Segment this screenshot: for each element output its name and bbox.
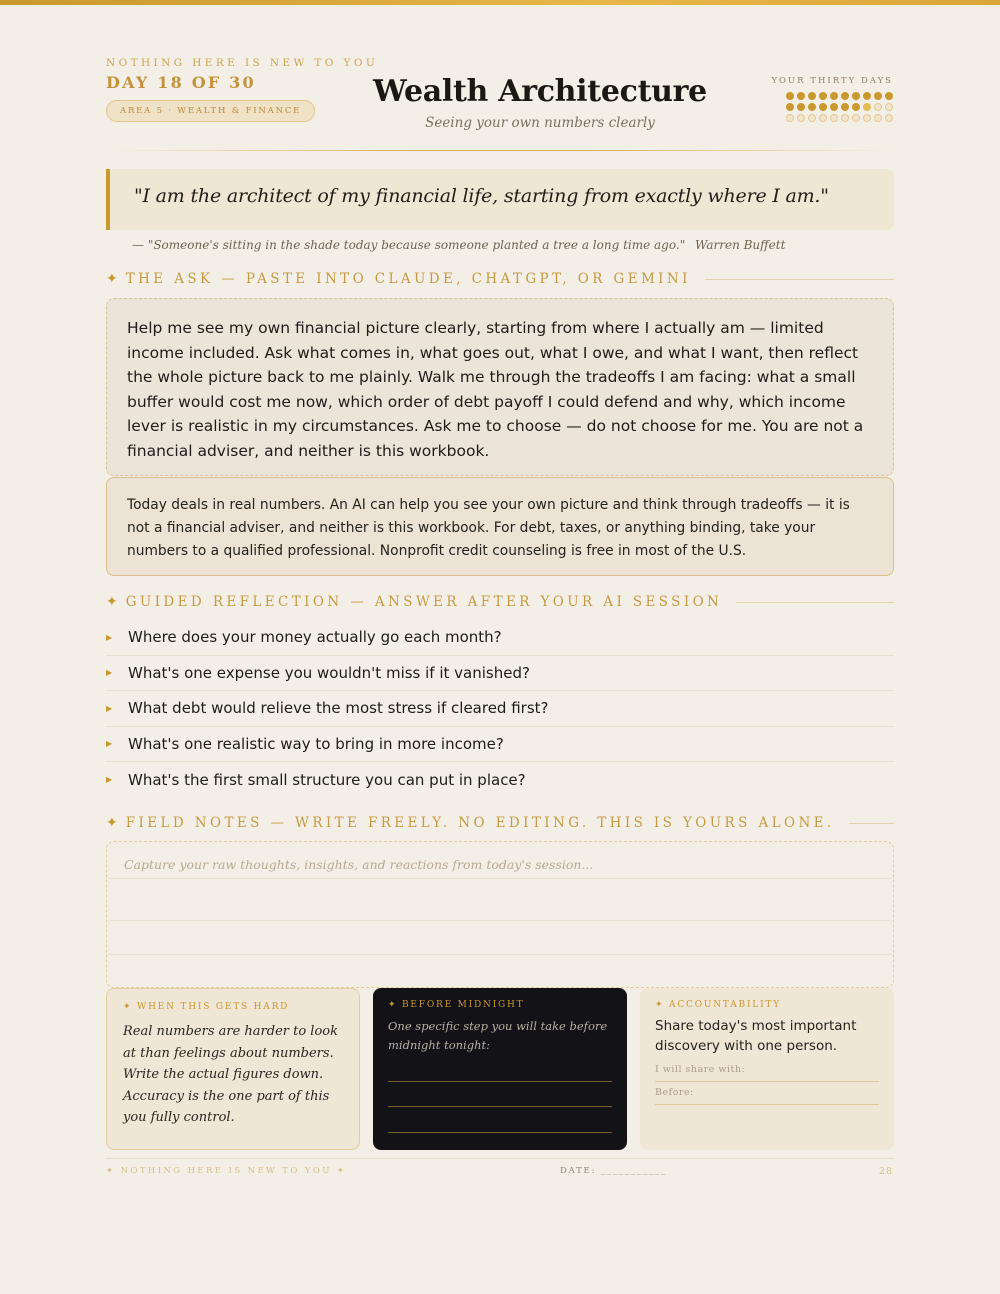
writing-line[interactable] [388, 1106, 612, 1107]
progress-dot [841, 92, 849, 100]
triangle-bullet-icon: ▶ [106, 739, 113, 749]
progress-label: YOUR THIRTY DAYS [771, 76, 893, 86]
header-divider [106, 150, 894, 151]
progress-dot [852, 114, 860, 122]
progress-dot [808, 92, 816, 100]
when-hard-body: Real numbers are harder to look at than feelings about numbers. Write the actual figures down. Accuracy is the one part of this you fully control. [123, 1024, 338, 1125]
writing-line[interactable] [388, 1081, 612, 1082]
share-with-label: I will share with: [655, 1064, 746, 1075]
field-notes-section-header [106, 813, 894, 833]
triangle-bullet-icon: ▶ [106, 775, 113, 785]
ask-prompt-text: Help me see my own financial picture clearly, starting from where I actually am — limited income included. Ask what comes in, what goes out, what I owe, and what I want, then reflect the whole picture back to me plainly. Walk me through the tradeoffs I am facing: what a small buffer would cost me now, which order of debt payoff I could defend and why, which income lever is realistic in my circumstances. Ask me to choose — do not choose for me. You are not a financial adviser, and neither is this workbook. [127, 319, 864, 460]
star-icon: ✦ [106, 815, 118, 831]
writing-line [108, 920, 892, 921]
progress-dot [852, 92, 860, 100]
progress-dot [874, 92, 882, 100]
footer-series: ✦ NOTHING HERE IS NEW TO YOU ✦ [106, 1166, 347, 1176]
question-text: What debt would relieve the most stress if cleared first? [128, 699, 549, 718]
disclaimer-text: Today deals in real numbers. An AI can help you see your own picture and think through tradeoffs — it is not a financial adviser, and neither is this workbook. For debt, taxes, or anything binding, take your numbers to a qualified professional. Nonprofit credit counseling is free in most of the U.S. [127, 497, 850, 559]
question-text: What's one realistic way to bring in more income? [128, 734, 504, 753]
progress-dot [885, 92, 893, 100]
ask-prompt-box[interactable] [106, 298, 894, 476]
reflection-section-header [106, 592, 894, 612]
progress-tracker [771, 76, 893, 122]
before-midnight-card [373, 988, 627, 1150]
progress-dot [885, 114, 893, 122]
field-notes-placeholder: Capture your raw thoughts, insights, and reactions from today's session... [124, 857, 594, 872]
progress-dot [786, 92, 794, 100]
day-counter: DAY 18 OF 30 [106, 73, 256, 92]
ask-section-header [106, 269, 894, 289]
footer-divider [106, 1158, 894, 1159]
progress-dot [863, 92, 871, 100]
page-title: Wealth Architecture [373, 74, 707, 109]
area-badge: AREA 5 · WEALTH & FINANCE [106, 100, 315, 122]
disclaimer-box [106, 477, 894, 576]
series-kicker: NOTHING HERE IS NEW TO YOU [106, 57, 379, 69]
question-text: Where does your money actually go each month? [128, 628, 502, 647]
progress-dot [808, 103, 816, 111]
list-item [106, 727, 894, 763]
star-icon: ✦ [123, 1002, 133, 1012]
progress-dot [852, 103, 860, 111]
triangle-bullet-icon: ▶ [106, 632, 113, 642]
affirmation-text: "I am the architect of my financial life, starting from exactly where I am." [134, 185, 829, 207]
triangle-bullet-icon: ▶ [106, 703, 113, 713]
list-item [106, 620, 894, 656]
progress-dot [863, 114, 871, 122]
accountability-body: Share today's most important discovery with one person. [655, 1018, 857, 1054]
progress-dot [797, 103, 805, 111]
question-text: What's the first small structure you can put in place? [128, 770, 526, 789]
list-item [106, 656, 894, 692]
writing-line [108, 954, 892, 955]
progress-dot [874, 114, 882, 122]
accountability-title: ACCOUNTABILITY [669, 1000, 781, 1010]
writing-line[interactable] [388, 1132, 612, 1133]
accountability-card [640, 988, 894, 1150]
page-subtitle: Seeing your own numbers clearly [425, 115, 655, 131]
top-accent-bar [0, 0, 1000, 5]
field-notes-heading: FIELD NOTES — WRITE FREELY. NO EDITING. THIS IS YOURS ALONE. [125, 815, 835, 831]
ask-heading: THE ASK — PASTE INTO CLAUDE, CHATGPT, OR GEMINI [125, 271, 691, 287]
progress-dot [863, 103, 871, 111]
progress-dot [841, 103, 849, 111]
before-field[interactable] [655, 1104, 879, 1105]
progress-dot [830, 103, 838, 111]
progress-dot [797, 92, 805, 100]
footer-date-field[interactable]: DATE: ___________ [560, 1166, 668, 1176]
reflection-list [106, 620, 894, 798]
progress-dot [874, 103, 882, 111]
list-item [106, 762, 894, 798]
progress-dot [830, 114, 838, 122]
progress-dots [771, 92, 893, 122]
quote-text: — "Someone's sitting in the shade today because someone planted a tree a long time ago." [132, 238, 686, 252]
progress-dot [808, 114, 816, 122]
triangle-bullet-icon: ▶ [106, 668, 113, 678]
when-hard-title: WHEN THIS GETS HARD [137, 1002, 290, 1012]
header-left [106, 57, 378, 122]
progress-dot [786, 103, 794, 111]
progress-dot [830, 92, 838, 100]
star-icon: ✦ [388, 1000, 398, 1010]
reflection-heading: GUIDED REFLECTION — ANSWER AFTER YOUR AI SESSION [125, 594, 723, 610]
share-with-field[interactable] [655, 1081, 879, 1082]
quote-line [132, 238, 785, 252]
section-rule [705, 279, 894, 280]
progress-dot [786, 114, 794, 122]
when-hard-card [106, 988, 360, 1150]
progress-dot [819, 114, 827, 122]
before-midnight-body: One specific step you will take before midnight tonight: [388, 1019, 608, 1052]
progress-dot [841, 114, 849, 122]
header-center [340, 74, 740, 131]
before-midnight-title: BEFORE MIDNIGHT [402, 1000, 525, 1010]
page-number: 28 [878, 1166, 893, 1177]
progress-dot [885, 103, 893, 111]
writing-line [108, 878, 892, 879]
affirmation-box [106, 169, 894, 230]
field-notes-area[interactable] [106, 841, 894, 988]
star-icon: ✦ [655, 1000, 665, 1010]
section-rule [736, 602, 894, 603]
star-icon: ✦ [106, 594, 118, 610]
progress-dot [797, 114, 805, 122]
question-text: What's one expense you wouldn't miss if it vanished? [128, 663, 530, 682]
list-item [106, 691, 894, 727]
quote-author: Warren Buffett [695, 238, 786, 252]
star-icon: ✦ [106, 271, 118, 287]
section-rule [849, 823, 894, 824]
progress-dot [819, 103, 827, 111]
before-label: Before: [655, 1087, 694, 1098]
progress-dot [819, 92, 827, 100]
